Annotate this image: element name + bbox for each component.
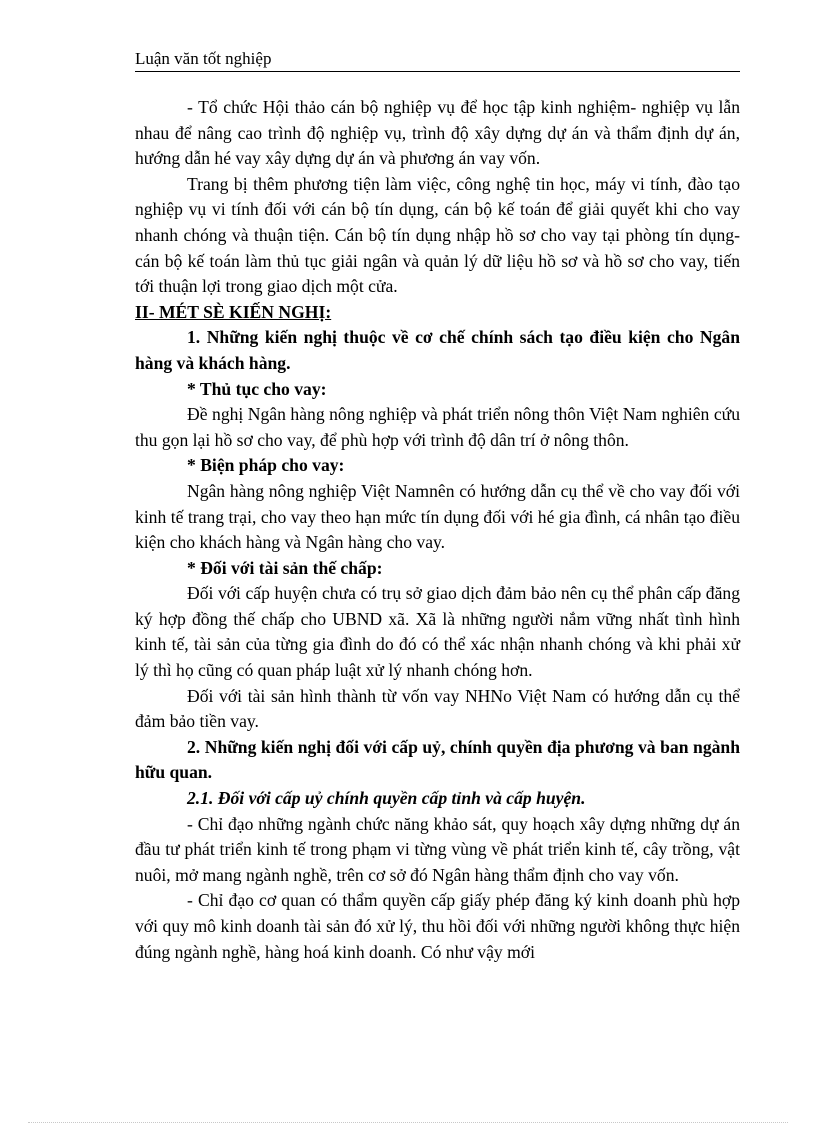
- paragraph-collateral-district: Đối với cấp huyện chưa có trụ sở giao dịch đảm bảo nên cụ thể phân cấp đăng ký hợp đồng thế chấp cho UBND xã. Xã là những người nắm vững nhất tình hình kinh tế, tài sản của từng gia đình do đó có thể xác nhận nhanh chóng và khi phải xử lý thì họ cũng có quan pháp luật xử lý nhanh chóng hơn.: [135, 583, 740, 681]
- paragraph-loan-measures: Ngân hàng nông nghiệp Việt Namnên có hướng dẫn cụ thể về cho vay đối với kinh tế trang trại, cho vay theo hạn mức tín dụng đối với hé gia đình, cá nhân tạo điều kiện cho khách hàng và Ngân hàng cho vay.: [135, 480, 740, 553]
- running-header: Luận văn tốt nghiệp: [135, 48, 740, 72]
- paragraph-seminar: - Tổ chức Hội thảo cán bộ nghiệp vụ để học tập kinh nghiệm- nghiệp vụ lẫn nhau để nâng cao trình độ nghiệp vụ, trình độ xây dựng dự án và thẩm định dự án, hướng dẫn hé vay xây dựng dự án và phương án vay vốn.: [135, 97, 740, 169]
- subheading-policy-recommendations: 1. Những kiến nghị thuộc về cơ chế chính sách tạo điều kiện cho Ngân hàng và khách hàng.: [135, 327, 740, 373]
- subheading-collateral: * Đối với tài sản thế chấp:: [187, 557, 383, 578]
- subheading-province-district: 2.1. Đối với cấp uỷ chính quyền cấp tỉnh và cấp huyện.: [187, 788, 586, 809]
- subheading-loan-procedure: * Thủ tục cho vay:: [187, 378, 327, 399]
- section-heading-recommendations: II- MÉT SÈ KIẾN NGHỊ:: [135, 301, 332, 322]
- document-body: [135, 95, 740, 965]
- subheading-loan-measures: * Biện pháp cho vay:: [187, 455, 345, 476]
- subheading-local-government: 2. Những kiến nghị đối với cấp uỷ, chính quyền địa phương và ban ngành hữu quan.: [135, 736, 740, 783]
- paragraph-licensing: - Chỉ đạo cơ quan có thẩm quyền cấp giấy phép đăng ký kinh doanh phù hợp với quy mô kinh doanh tài sản đó xử lý, thu hồi đối với những người không thực hiện đúng ngành nghề, hàng hoá kinh doanh. Có như vậy mới: [135, 890, 740, 962]
- paragraph-planning: - Chỉ đạo những ngành chức năng khảo sát, quy hoạch xây dựng những dự án đầu tư phát triển kinh tế trong phạm vi từng vùng về phát triển kinh tế, cây trồng, vật nuôi, mở mang ngành nghề, trên cơ sở đó Ngân hàng thẩm định cho vay vốn.: [135, 813, 740, 885]
- paragraph-equipment: Trang bị thêm phương tiện làm việc, công nghệ tin học, máy vi tính, đào tạo nghiệp vụ vi tính đối với cán bộ tín dụng, cán bộ kế toán để giải quyết khi cho vay nhanh chóng và thuận tiện. Cán bộ tín dụng nhập hồ sơ cho vay tại phòng tín dụng- cán bộ kế toán làm thủ tục giải ngân và quản lý dữ liệu hồ sơ và hồ sơ cho vay, tiến tới thuận lợi trong giao dịch một cửa.: [135, 173, 740, 297]
- paragraph-collateral-assets: Đối với tài sản hình thành từ vốn vay NHNo Việt Nam có hướng dẫn cụ thể đảm bảo tiền vay.: [135, 685, 740, 732]
- paragraph-loan-procedure: Đề nghị Ngân hàng nông nghiệp và phát triển nông thôn Việt Nam nghiên cứu thu gọn lại hồ sơ cho vay, để phù hợp với trình độ dân trí ở nông thôn.: [135, 404, 740, 450]
